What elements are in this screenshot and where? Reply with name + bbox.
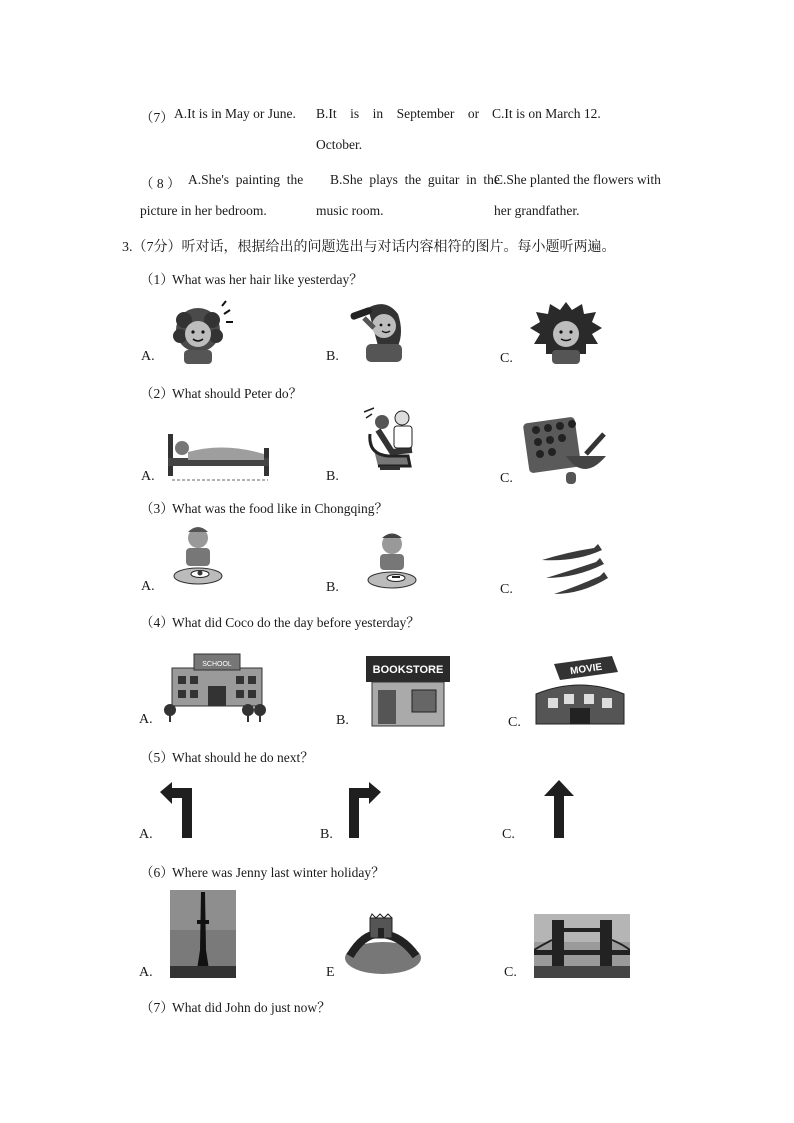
q7-option-c: C.It is on March 12.	[492, 106, 601, 121]
q6-option-c: C.	[504, 965, 517, 980]
q7-number: （7）	[140, 110, 174, 125]
bookstore-icon	[366, 656, 450, 728]
q5-option-c: C.	[502, 827, 515, 842]
chocolate-icon	[522, 410, 614, 486]
q8-option-a-line1: A.She's painting the	[188, 172, 304, 187]
chili-peppers-icon	[536, 540, 610, 598]
q7-option-b-line1: B.It is in September or	[316, 106, 480, 121]
q8-option-c-line1: C.She planted the flowers with	[494, 172, 661, 187]
q2-option-a: A.	[141, 469, 155, 484]
q8-option-b-line1: B.She plays the guitar in the	[330, 172, 500, 187]
school-icon	[162, 650, 272, 722]
q8-option-a-line2: picture in her bedroom.	[140, 203, 267, 218]
question-2-number: （2）	[140, 386, 174, 401]
question-3-number: （3）	[140, 501, 174, 516]
question-2-text: What should Peter do？	[172, 386, 303, 401]
q1-option-b: B.	[326, 349, 339, 364]
question-5-text: What should he do next？	[172, 750, 314, 765]
movie-sign: MOVIE	[569, 661, 603, 678]
dentist-icon	[358, 404, 428, 474]
q4-option-b: B.	[336, 713, 349, 728]
section3-heading: 3.（7分）听对话，根据给出的问题选出与对话内容相符的图片。每小题听两遍。	[122, 240, 616, 255]
question-4-text: What did Coco do the day before yesterday？	[172, 615, 420, 630]
q5-option-a: A.	[139, 827, 153, 842]
boy-eating-icon	[172, 524, 224, 588]
q3-option-b: B.	[326, 580, 339, 595]
question-5-number: （5）	[140, 750, 174, 765]
q5-option-b: B.	[320, 827, 333, 842]
question-7-text: What did John do just now？	[172, 1000, 331, 1015]
great-wall-icon	[344, 912, 422, 976]
question-1-text: What was her hair like yesterday？	[172, 272, 363, 287]
messy-hair-girl-icon	[530, 300, 602, 366]
q7-option-a: A.It is in May or June.	[174, 106, 296, 121]
tower-bridge-icon	[534, 914, 630, 978]
q2-option-b: B.	[326, 469, 339, 484]
q6-option-a: A.	[139, 965, 153, 980]
question-1-number: （1）	[140, 272, 174, 287]
go-straight-arrow-icon	[542, 780, 576, 840]
question-6-number: （6）	[140, 865, 174, 880]
question-4-number: （4）	[140, 615, 174, 630]
q3-option-c: C.	[500, 582, 513, 597]
q4-option-c: C.	[508, 715, 521, 730]
q1-option-c: C.	[500, 351, 513, 366]
turn-right-arrow-icon	[345, 780, 381, 840]
boy-eating-icon	[366, 532, 418, 592]
school-sign: SCHOOL	[202, 661, 232, 668]
curly-hair-girl-icon	[166, 300, 234, 366]
q8-option-b-line2: music room.	[316, 203, 384, 218]
q8-option-c-line2: her grandfather.	[494, 203, 580, 218]
q4-option-a: A.	[139, 712, 153, 727]
q2-option-c: C.	[500, 471, 513, 486]
girl-brushing-hair-icon	[348, 298, 408, 364]
q6-option-b: E	[326, 965, 335, 980]
boy-in-bed-icon	[164, 428, 274, 484]
q1-option-a: A.	[141, 349, 155, 364]
cinema-icon	[534, 654, 626, 726]
q3-option-a: A.	[141, 579, 155, 594]
tower-icon	[170, 890, 236, 978]
question-3-text: What was the food like in Chongqing？	[172, 501, 388, 516]
bookstore-sign: BOOKSTORE	[372, 664, 444, 676]
q7-option-b-line2: October.	[316, 137, 363, 152]
turn-left-arrow-icon	[160, 780, 196, 840]
q8-number: （ 8 ）	[140, 176, 181, 191]
question-7-number: （7）	[140, 1000, 174, 1015]
question-6-text: Where was Jenny last winter holiday？	[172, 865, 385, 880]
